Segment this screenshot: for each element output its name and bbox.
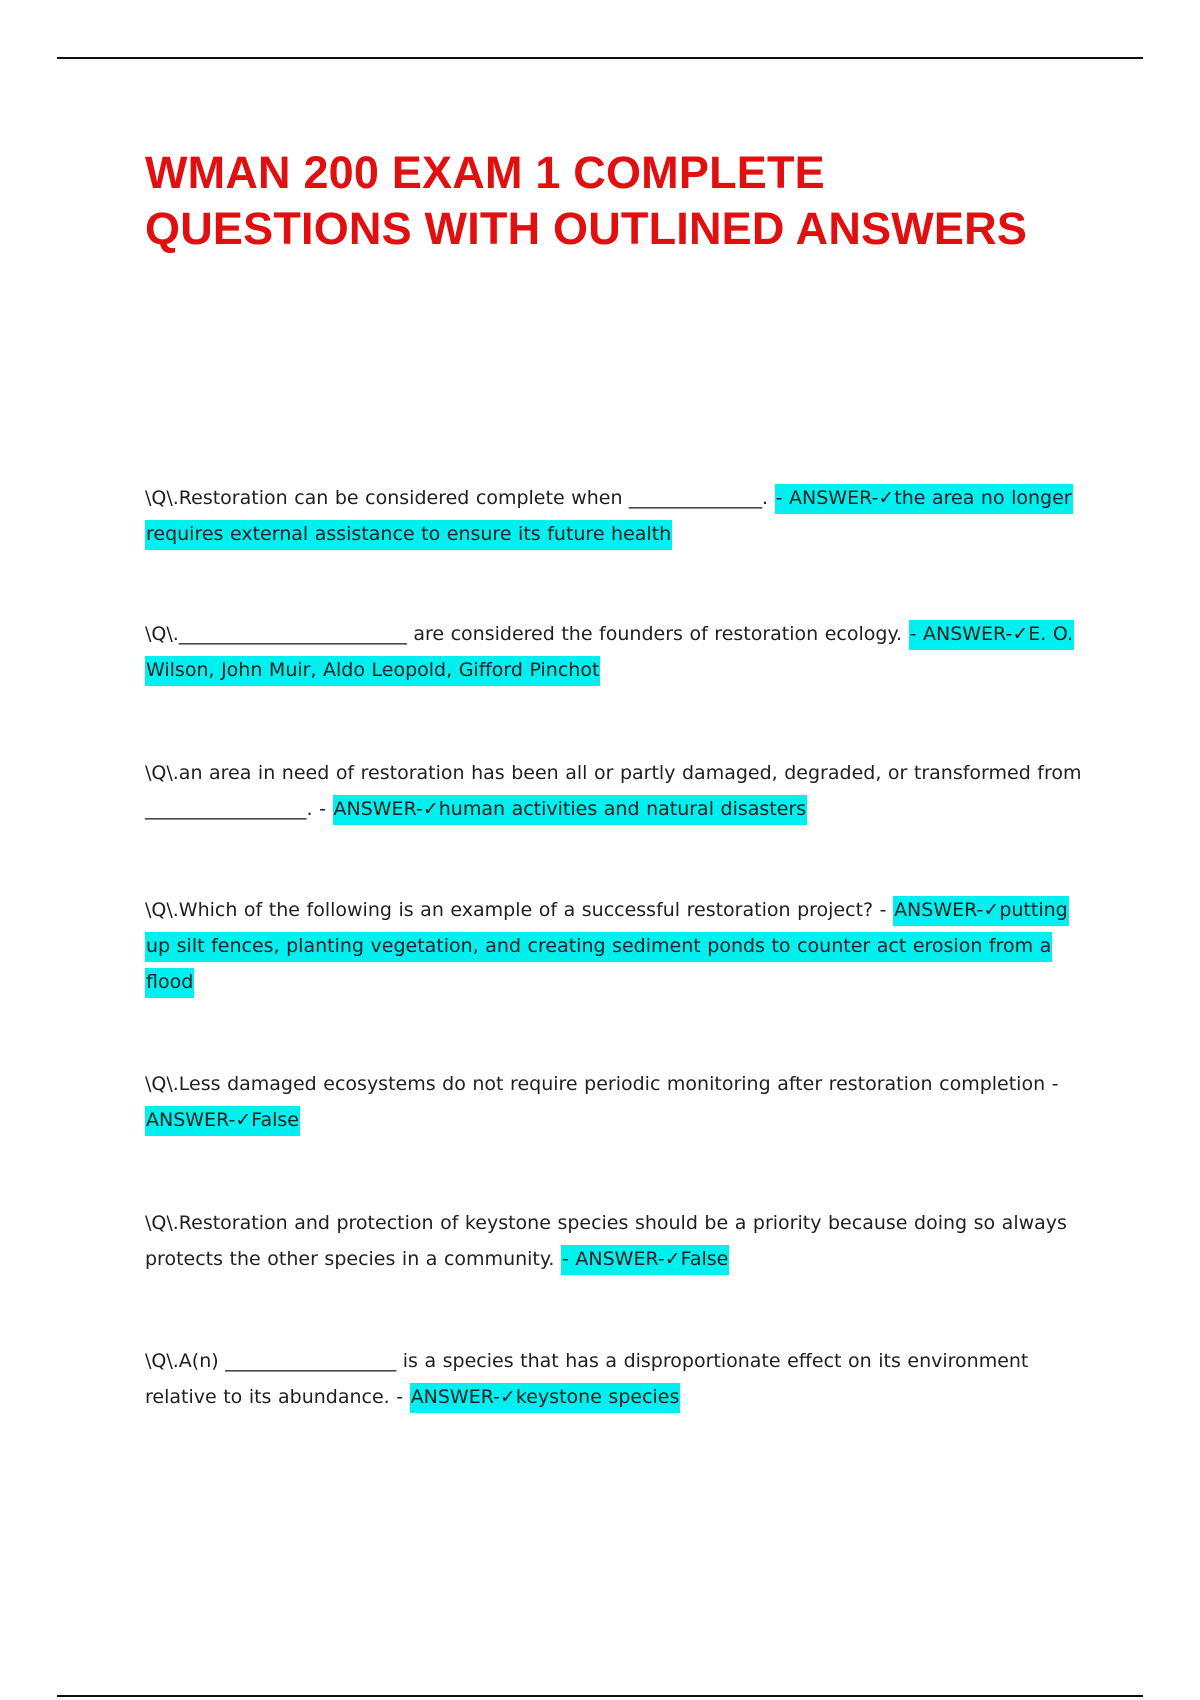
top-rule	[57, 57, 1143, 59]
answer-highlight: - ANSWER-✓E. O. Wilson, John Muir, Aldo Leopold, Gifford Pinchot	[145, 620, 1074, 686]
question-text: \Q\.an area in need of restoration has been all or partly damaged, degraded, or transformed from _________________.	[145, 762, 1082, 820]
answer-highlight: - ANSWER-✓the area no longer requires external assistance to ensure its future health	[145, 484, 1073, 550]
question-item	[145, 892, 1090, 1000]
answer-highlight: - ANSWER-✓False	[561, 1245, 729, 1275]
question-item	[145, 480, 1090, 552]
question-item	[145, 1066, 1090, 1138]
question-item	[145, 1205, 1090, 1277]
answer-separator: -	[396, 1386, 410, 1408]
question-text: \Q\.________________________ are considered the founders of restoration ecology.	[145, 623, 909, 645]
answer-highlight: ANSWER-✓False	[145, 1106, 300, 1136]
question-item	[145, 616, 1090, 688]
question-item	[145, 755, 1090, 827]
question-text: \Q\.A(n) __________________ is a species that has a disproportionate effect on its environment relative to its abundance.	[145, 1350, 1029, 1408]
question-text: \Q\.Restoration can be considered complete when ______________.	[145, 487, 775, 509]
document-title: WMAN 200 EXAM 1 COMPLETE QUESTIONS WITH OUTLINED ANSWERS	[145, 147, 1028, 254]
answer-highlight: ANSWER-✓keystone species	[410, 1383, 681, 1413]
question-item	[145, 1343, 1090, 1415]
answer-separator: -	[879, 899, 894, 921]
bottom-rule	[57, 1695, 1143, 1697]
question-text: \Q\.Less damaged ecosystems do not require periodic monitoring after restoration completion	[145, 1073, 1052, 1095]
answer-separator: -	[319, 798, 333, 820]
question-text: \Q\.Restoration and protection of keystone species should be a priority because doing so always protects the other species in a community.	[145, 1212, 1067, 1270]
answer-highlight: ANSWER-✓human activities and natural disasters	[333, 795, 808, 825]
answer-highlight: ANSWER-✓putting up silt fences, planting vegetation, and creating sediment ponds to counter act erosion from a flood	[145, 896, 1069, 998]
question-text: \Q\.Which of the following is an example of a successful restoration project?	[145, 899, 880, 921]
answer-separator: -	[1051, 1073, 1059, 1095]
